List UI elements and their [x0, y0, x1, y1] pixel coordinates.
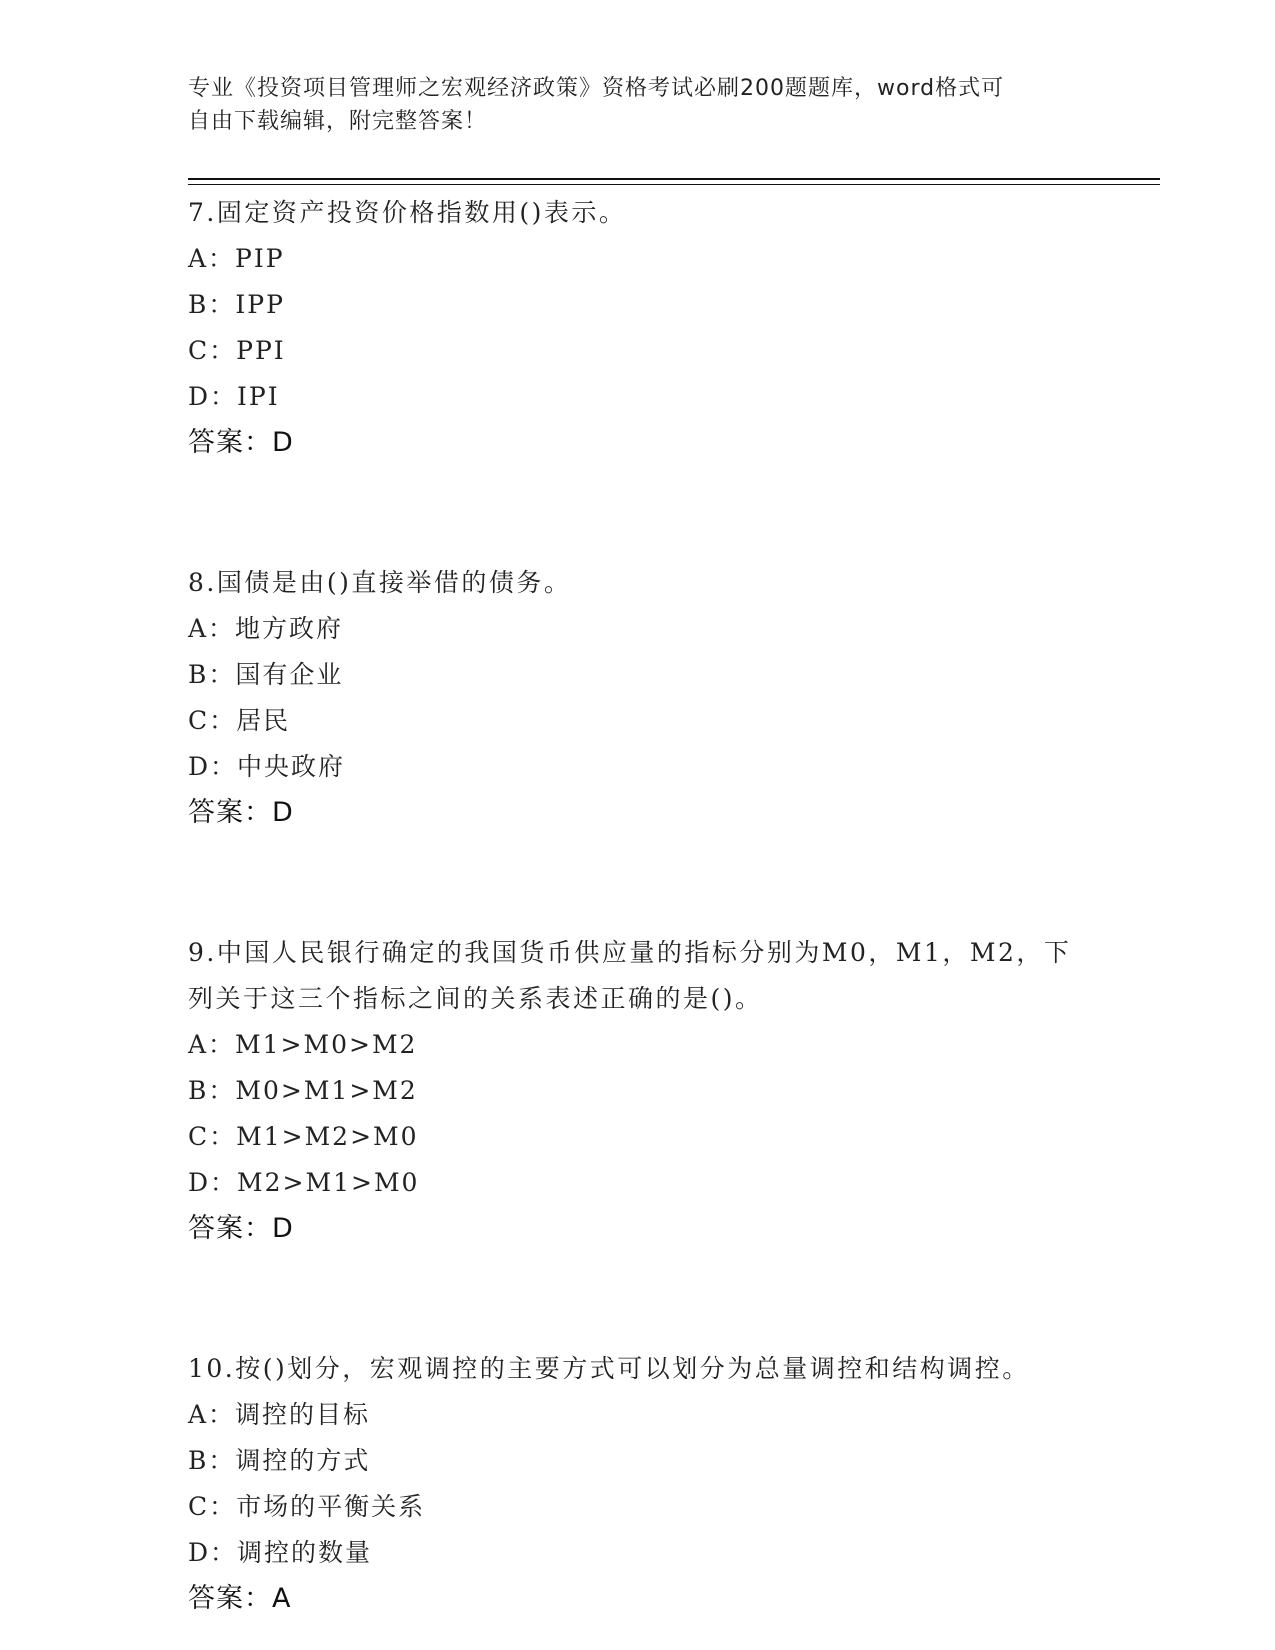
- option-c: C：PPI: [188, 336, 286, 365]
- option-d: D：IPI: [188, 382, 280, 411]
- option-a: A：PIP: [188, 244, 285, 273]
- question-stem: 8.国债是由()直接举借的债务。: [188, 568, 572, 597]
- question-9: [188, 926, 1088, 1252]
- option-d: D：中央政府: [188, 752, 346, 781]
- header-line-1: 专业《投资项目管理师之宏观经济政策》资格考试必刷200题题库，word格式可: [188, 76, 1005, 101]
- option-a: A：调控的目标: [188, 1400, 371, 1429]
- header-rule-thin: [188, 184, 1160, 185]
- header-rule-thick: [188, 178, 1160, 180]
- question-stem: 7.固定资产投资价格指数用()表示。: [188, 198, 627, 227]
- option-a: A：地方政府: [188, 614, 344, 643]
- answer-line: 答案：D: [188, 1213, 294, 1244]
- document-header: [188, 72, 1068, 138]
- question-spacer: [188, 466, 1088, 556]
- question-spacer: [188, 836, 1088, 926]
- header-line-2: 自由下载编辑，附完整答案！: [188, 109, 488, 134]
- option-c: C：市场的平衡关系: [188, 1492, 426, 1521]
- question-spacer: [188, 1252, 1088, 1342]
- question-list: [188, 186, 1088, 1622]
- option-b: B：IPP: [188, 290, 285, 319]
- answer-line: 答案：D: [188, 797, 294, 828]
- question-7: [188, 186, 1088, 466]
- question-stem: 10.按()划分，宏观调控的主要方式可以划分为总量调控和结构调控。: [188, 1354, 1030, 1383]
- option-d: D：M2>M1>M0: [188, 1168, 420, 1197]
- option-b: B：M0>M1>M2: [188, 1076, 418, 1105]
- option-c: C：居民: [188, 706, 291, 735]
- option-a: A：M1>M0>M2: [188, 1030, 418, 1059]
- question-10: [188, 1342, 1088, 1622]
- answer-line: 答案：A: [188, 1583, 292, 1614]
- option-b: B：调控的方式: [188, 1446, 371, 1475]
- option-b: B：国有企业: [188, 660, 344, 689]
- answer-line: 答案：D: [188, 427, 294, 458]
- option-c: C：M1>M2>M0: [188, 1122, 419, 1151]
- question-stem: 9.中国人民银行确定的我国货币供应量的指标分别为M0，M1，M2，下列关于这三个指标之间的关系表述正确的是()。: [188, 938, 1072, 1013]
- question-8: [188, 556, 1088, 836]
- option-d: D：调控的数量: [188, 1538, 373, 1567]
